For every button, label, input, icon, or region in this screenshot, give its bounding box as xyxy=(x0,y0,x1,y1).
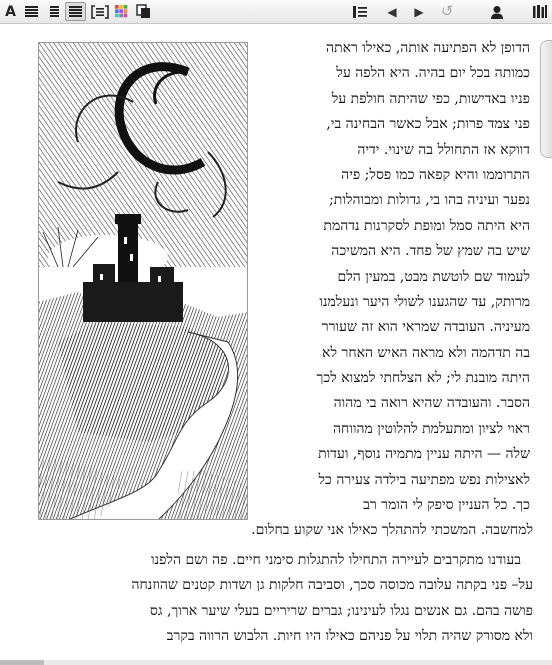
text-line: פניו באדישות, כפי שהיתה חולפת על xyxy=(331,90,530,107)
next-page-icon: ▶ xyxy=(414,4,424,19)
palette-swatch xyxy=(115,14,119,18)
justify-button[interactable] xyxy=(22,2,41,21)
text-line: בה תדהמה ולא מראה האיש האחר לא xyxy=(322,344,530,361)
reading-progress-fill xyxy=(0,660,44,665)
table-of-contents-button[interactable] xyxy=(350,2,370,21)
palette-swatch xyxy=(124,5,128,9)
reading-progress-bar xyxy=(0,660,552,665)
library-icon xyxy=(532,4,548,19)
font-size-button[interactable] xyxy=(2,2,19,21)
book-page xyxy=(0,24,540,660)
text-line: דווקא אז התחולל בה שינוי. ידיה xyxy=(357,141,530,158)
align-full-icon xyxy=(69,6,82,18)
copy-page-button[interactable] xyxy=(134,2,153,21)
brackets-list-button[interactable] xyxy=(89,2,111,21)
numbered-list-icon xyxy=(46,6,59,18)
paragraph xyxy=(28,548,533,650)
next-page-button[interactable] xyxy=(410,2,428,21)
color-palette-icon xyxy=(115,5,128,18)
palette-swatch xyxy=(119,9,123,13)
align-full-button[interactable] xyxy=(65,2,86,21)
text-line: פני צמד פרות; אבל כאשר הבחינה בי, xyxy=(326,116,530,133)
text-line: שיש בה שמץ של פחד. היא המשיכה xyxy=(331,243,530,260)
user-icon xyxy=(490,5,504,19)
font-size-icon: A xyxy=(5,3,16,20)
text-line: לעמוד שם לוטשת מבט, במעין הלם xyxy=(337,268,530,285)
palette-swatch xyxy=(124,9,128,13)
text-line: הדופן לא הפתיעה אותה, כאילו ראתה xyxy=(326,40,530,56)
text-line: למחשבה. המשכתי להתהלך כאילו אני שקוע בחלום. xyxy=(251,522,533,538)
text-line: היתה מובנת לי; לא הצלחתי למצוא לכך xyxy=(316,370,530,387)
palette-swatch xyxy=(115,9,119,13)
numbered-list-button[interactable] xyxy=(43,2,62,21)
copy-page-icon xyxy=(136,4,151,19)
refresh-icon: ↺ xyxy=(440,2,454,20)
castle-illustration xyxy=(38,42,248,520)
user-button[interactable] xyxy=(487,2,507,21)
main-text-column xyxy=(260,36,530,518)
text-line: ולא מסורק שהיה תלוי על פניהם כאילו היו חיות. הלבוש הרווה בקרב xyxy=(166,628,533,645)
justify-icon xyxy=(25,6,38,18)
full-width-line xyxy=(28,518,533,543)
previous-page-icon: ◀ xyxy=(387,4,397,19)
reader-toolbar xyxy=(0,0,552,24)
palette-swatch xyxy=(119,14,123,18)
text-line: בעודנו מתקרבים לעיירה התחילו להתגלות סימני חיים. פה ושם הלפנו xyxy=(150,552,521,568)
text-line: פושה בהם. גם אנשים נגלו לעינינו; גברים שריריים בעלי שיער ארוך, גס xyxy=(149,602,533,619)
text-line: כך. כל העניין סיפק לי הומר רב xyxy=(363,497,530,514)
text-line: שלה — היתה עניין מתמיה נוסף, ועדות xyxy=(318,446,530,463)
text-line: התרוממו והיא קפאה כמו פסל; פיה xyxy=(341,166,530,183)
side-panel-handle[interactable] xyxy=(540,40,552,158)
previous-page-button[interactable] xyxy=(383,2,401,21)
palette-swatch xyxy=(115,5,119,9)
refresh-button[interactable] xyxy=(438,2,456,21)
text-line: לאצילות נפש מפתיעה בילדה צעירה כל xyxy=(318,471,530,488)
text-line: מעיניה. העובדה שמראי הוא זה שעורר xyxy=(321,319,530,336)
color-palette-button[interactable] xyxy=(113,2,130,21)
text-line: נפער ועיניה בהו בי, גדולות ומבוהלות; xyxy=(329,192,530,209)
palette-swatch xyxy=(119,5,123,9)
text-line: הסבר. והעובדה שהיא רואה בי מהוה xyxy=(333,395,530,412)
text-line: מרותק, עד שהגענו לשולי היער ונעלמנו xyxy=(319,293,530,310)
text-line: כמותה בכל יום בהיה. היא הלפה על xyxy=(336,65,530,82)
brackets-list-icon xyxy=(91,5,109,19)
text-line: על– פני בקתה עלובה מכוסה סכך, וסביבה חלקות גן ושדות קטנים שהוזנחה xyxy=(131,577,533,594)
text-line: היא היתה סמל ומופת לסקרנות נדהמת xyxy=(323,217,530,234)
text-line: ראוי לציון ומתעלמת להלוטין מהווחה xyxy=(332,420,530,437)
library-button[interactable] xyxy=(530,2,550,21)
palette-swatch xyxy=(124,14,128,18)
table-of-contents-icon xyxy=(352,5,368,19)
